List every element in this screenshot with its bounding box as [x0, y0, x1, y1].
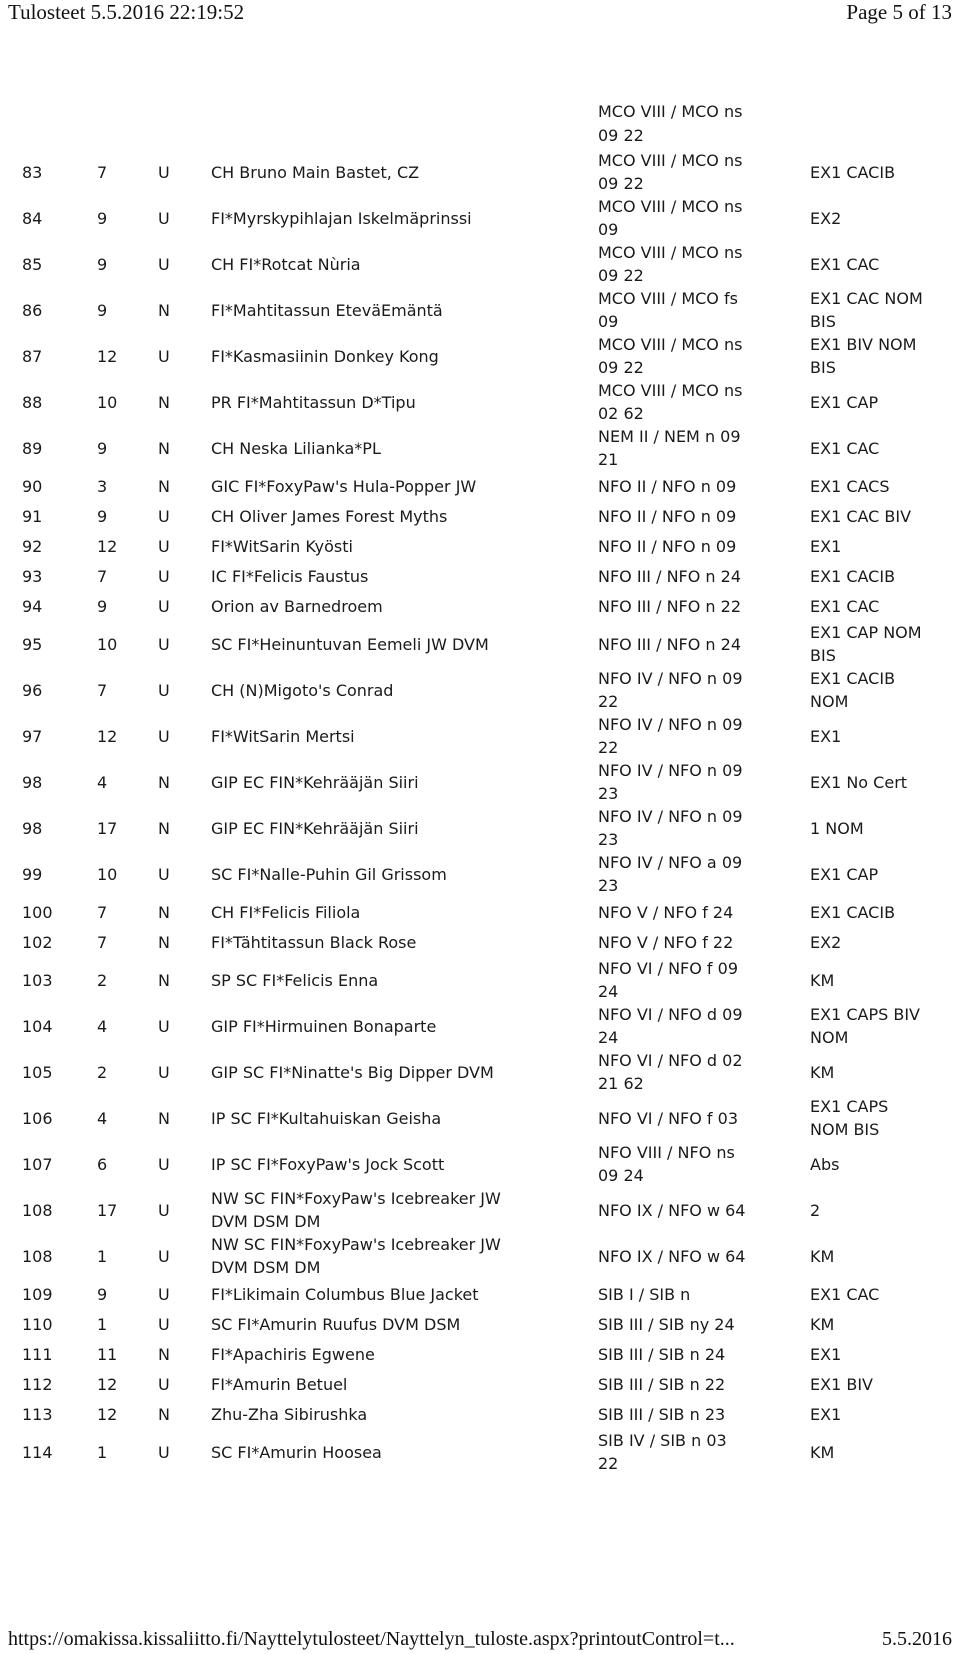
- result: 2: [810, 1200, 821, 1220]
- result: EX1 CAC BIV: [810, 506, 912, 526]
- result: EX1: [810, 726, 842, 746]
- cat-name: Zhu-Zha Sibirushka: [211, 1404, 368, 1424]
- age-months: 12: [97, 536, 118, 556]
- class-ems: NFO IV / NFO a 09 23: [598, 853, 743, 895]
- table-row: [0, 471, 960, 501]
- entry-number: 108: [22, 1200, 53, 1220]
- table-row: [0, 531, 960, 561]
- result: EX2: [810, 932, 842, 952]
- age-months: 6: [97, 1154, 108, 1174]
- result: EX1 CACS: [810, 476, 890, 496]
- table-row: [0, 1309, 960, 1339]
- class-ems: SIB III / SIB n 23: [598, 1404, 726, 1424]
- class-ems: NFO VIII / NFO ns 09 24: [598, 1143, 735, 1185]
- age-months: 7: [97, 902, 108, 922]
- entry-number: 113: [22, 1404, 53, 1424]
- cat-name: CH (N)Migoto's Conrad: [211, 680, 394, 700]
- age-months: 2: [97, 970, 108, 990]
- page-header: [0, 0, 960, 26]
- sex: N: [158, 932, 170, 952]
- class-ems: NFO IX / NFO w 64: [598, 1246, 746, 1266]
- table-row: [0, 1233, 960, 1279]
- result: EX1 CAP: [810, 392, 879, 412]
- cat-name: FI*WitSarin Kyösti: [211, 536, 353, 556]
- sex: N: [158, 476, 170, 496]
- sex: U: [158, 1200, 170, 1220]
- table-row: [0, 621, 960, 667]
- age-months: 10: [97, 392, 118, 412]
- table-row: [0, 805, 960, 851]
- age-months: 9: [97, 254, 108, 274]
- sex: U: [158, 566, 170, 586]
- table-row: [0, 667, 960, 713]
- cat-name: SP SC FI*Felicis Enna: [211, 970, 379, 990]
- entry-number: 97: [22, 726, 43, 746]
- class-ems: NFO IV / NFO n 09 23: [598, 807, 743, 849]
- age-months: 9: [97, 438, 108, 458]
- cat-name: GIP EC FIN*Kehrääjän Siiri: [211, 772, 419, 792]
- entry-number: 84: [22, 208, 43, 228]
- class-ems: SIB IV / SIB n 03 22: [598, 1431, 727, 1473]
- sex: U: [158, 864, 170, 884]
- cat-name: FI*Likimain Columbus Blue Jacket: [211, 1284, 479, 1304]
- age-months: 4: [97, 1016, 108, 1036]
- entry-number: 85: [22, 254, 43, 274]
- cat-name: FI*Amurin Betuel: [211, 1374, 348, 1394]
- cat-name: GIP SC FI*Ninatte's Big Dipper DVM: [211, 1062, 494, 1082]
- cat-name: SC FI*Amurin Ruufus DVM DSM: [211, 1314, 461, 1334]
- entry-number: 100: [22, 902, 53, 922]
- age-months: 9: [97, 1284, 108, 1304]
- table-row: [0, 897, 960, 927]
- cat-name: IP SC FI*FoxyPaw's Jock Scott: [211, 1154, 445, 1174]
- result: EX1 CAC: [810, 596, 880, 616]
- class-ems: NFO III / NFO n 22: [598, 596, 742, 616]
- entry-number: 103: [22, 970, 53, 990]
- sex: U: [158, 1062, 170, 1082]
- class-ems: NFO II / NFO n 09: [598, 536, 737, 556]
- class-ems: NFO IV / NFO n 09 23: [598, 761, 743, 803]
- result: EX1: [810, 1344, 842, 1364]
- result: EX1 BIV NOM BIS: [810, 335, 917, 377]
- entry-number: 102: [22, 932, 53, 952]
- age-months: 7: [97, 680, 108, 700]
- result: EX1 CAPS NOM BIS: [810, 1097, 889, 1139]
- entry-number: 98: [22, 772, 43, 792]
- table-row: [0, 1003, 960, 1049]
- result: EX1 No Cert: [810, 772, 908, 792]
- result: Abs: [810, 1154, 840, 1174]
- cat-name: SC FI*Heinuntuvan Eemeli JW DVM: [211, 634, 489, 654]
- class-ems: NFO IX / NFO w 64: [598, 1200, 746, 1220]
- age-months: 3: [97, 476, 108, 496]
- age-months: 4: [97, 1108, 108, 1128]
- table-row: [0, 591, 960, 621]
- class-ems: NFO V / NFO f 22: [598, 932, 734, 952]
- age-months: 1: [97, 1442, 108, 1462]
- class-ems: NFO VI / NFO d 02 21 62: [598, 1051, 743, 1093]
- age-months: 9: [97, 506, 108, 526]
- class-ems: NFO III / NFO n 24: [598, 634, 742, 654]
- result: EX1 CAC NOM BIS: [810, 289, 923, 331]
- class-ems: MCO VIII / MCO ns 09 22: [598, 335, 743, 377]
- class-ems: NFO IV / NFO n 09 22: [598, 715, 743, 757]
- sex: U: [158, 162, 170, 182]
- age-months: 4: [97, 772, 108, 792]
- table-row: [0, 1339, 960, 1369]
- cat-name: CH Bruno Main Bastet, CZ: [211, 162, 420, 182]
- sex: N: [158, 1404, 170, 1424]
- class-ems: SIB III / SIB ny 24: [598, 1314, 735, 1334]
- entry-number: 88: [22, 392, 43, 412]
- age-months: 1: [97, 1314, 108, 1334]
- sex: U: [158, 346, 170, 366]
- table-row: [0, 1429, 960, 1475]
- result: 1 NOM: [810, 818, 864, 838]
- entry-number: 99: [22, 864, 43, 884]
- table-row: [0, 195, 960, 241]
- table-row: [0, 1187, 960, 1233]
- entry-number: 104: [22, 1016, 53, 1036]
- class-ems: SIB I / SIB n: [598, 1284, 691, 1304]
- age-months: 2: [97, 1062, 108, 1082]
- sex: U: [158, 726, 170, 746]
- table-row: [0, 1369, 960, 1399]
- result: EX1 BIV: [810, 1374, 873, 1394]
- age-months: 10: [97, 864, 118, 884]
- cat-name: IC FI*Felicis Faustus: [211, 566, 369, 586]
- age-months: 1: [97, 1246, 108, 1266]
- entry-number: 92: [22, 536, 43, 556]
- sex: U: [158, 1314, 170, 1334]
- cat-name: FI*Mahtitassun EteväEmäntä: [211, 300, 443, 320]
- entry-number: 91: [22, 506, 43, 526]
- entry-number: 109: [22, 1284, 53, 1304]
- print-timestamp: Tulosteet 5.5.2016 22:19:52: [8, 0, 245, 24]
- sex: U: [158, 1374, 170, 1394]
- result: KM: [810, 1442, 835, 1462]
- cat-name: PR FI*Mahtitassun D*Tipu: [211, 392, 416, 412]
- continued-class-cell: MCO VIII / MCO ns 09 22: [598, 102, 743, 145]
- cat-name: CH Oliver James Forest Myths: [211, 506, 448, 526]
- sex: N: [158, 970, 170, 990]
- entry-number: 105: [22, 1062, 53, 1082]
- class-ems: NFO III / NFO n 24: [598, 566, 742, 586]
- table-row: [0, 561, 960, 591]
- age-months: 9: [97, 208, 108, 228]
- sex: N: [158, 1344, 170, 1364]
- class-ems: MCO VIII / MCO ns 09 22: [598, 243, 743, 285]
- sex: N: [158, 818, 170, 838]
- sex: U: [158, 1016, 170, 1036]
- table-row: [0, 379, 960, 425]
- sex: U: [158, 208, 170, 228]
- cat-name: SC FI*Nalle-Puhin Gil Grissom: [211, 864, 447, 884]
- class-ems: MCO VIII / MCO ns 09 22: [598, 151, 743, 193]
- sex: U: [158, 680, 170, 700]
- result: EX1 CAPS BIV NOM: [810, 1005, 920, 1047]
- class-ems: NFO IV / NFO n 09 22: [598, 669, 743, 711]
- page-number: Page 5 of 13: [846, 0, 952, 24]
- result: EX2: [810, 208, 842, 228]
- age-months: 7: [97, 932, 108, 952]
- sex: U: [158, 596, 170, 616]
- age-months: 17: [97, 1200, 118, 1220]
- table-row: [0, 1279, 960, 1309]
- entry-number: 112: [22, 1374, 53, 1394]
- table-row: [0, 1095, 960, 1141]
- class-ems: SIB III / SIB n 22: [598, 1374, 726, 1394]
- age-months: 7: [97, 566, 108, 586]
- footer-url: https://omakissa.kissaliitto.fi/Nayttelytulosteet/Nayttelyn_tuloste.aspx?printoutControl=t...: [8, 1628, 735, 1650]
- class-ems: NFO II / NFO n 09: [598, 476, 737, 496]
- class-ems: SIB III / SIB n 24: [598, 1344, 726, 1364]
- table-row: [0, 287, 960, 333]
- age-months: 9: [97, 596, 108, 616]
- cat-name: NW SC FIN*FoxyPaw's Icebreaker JW DVM DSM DM: [211, 1235, 501, 1277]
- entry-number: 111: [22, 1344, 53, 1364]
- age-months: 12: [97, 726, 118, 746]
- cat-name: FI*WitSarin Mertsi: [211, 726, 355, 746]
- result: KM: [810, 1314, 835, 1334]
- entry-number: 98: [22, 818, 43, 838]
- entry-number: 90: [22, 476, 43, 496]
- table-row: [0, 713, 960, 759]
- age-months: 11: [97, 1344, 118, 1364]
- cat-name: FI*Myrskypihlajan Iskelmäprinssi: [211, 208, 472, 228]
- sex: U: [158, 634, 170, 654]
- cat-name: CH FI*Rotcat Nùria: [211, 254, 361, 274]
- sex: U: [158, 536, 170, 556]
- cat-name: CH FI*Felicis Filiola: [211, 902, 361, 922]
- result: EX1 CACIB: [810, 902, 896, 922]
- table-row: [0, 957, 960, 1003]
- class-ems: NEM II / NEM n 09 21: [598, 427, 741, 469]
- table-row: [0, 851, 960, 897]
- entry-number: 114: [22, 1442, 53, 1462]
- sex: N: [158, 392, 170, 412]
- age-months: 12: [97, 1404, 118, 1424]
- sex: U: [158, 254, 170, 274]
- table-row: [0, 149, 960, 195]
- age-months: 10: [97, 634, 118, 654]
- age-months: 17: [97, 818, 118, 838]
- cat-name: NW SC FIN*FoxyPaw's Icebreaker JW DVM DSM DM: [211, 1189, 501, 1231]
- entry-number: 106: [22, 1108, 53, 1128]
- sex: U: [158, 1154, 170, 1174]
- entry-number: 83: [22, 162, 43, 182]
- cat-name: GIC FI*FoxyPaw's Hula-Popper JW: [211, 476, 477, 496]
- class-ems: NFO II / NFO n 09: [598, 506, 737, 526]
- footer-date: 5.5.2016: [882, 1628, 952, 1650]
- result: KM: [810, 970, 835, 990]
- cat-name: Orion av Barnedroem: [211, 596, 383, 616]
- age-months: 9: [97, 300, 108, 320]
- class-ems: MCO VIII / MCO ns 09: [598, 197, 743, 239]
- table-row: [0, 241, 960, 287]
- table-row: [0, 1399, 960, 1429]
- result: EX1 CACIB: [810, 162, 896, 182]
- result: EX1 CAP: [810, 864, 879, 884]
- class-ems: NFO VI / NFO f 03: [598, 1108, 739, 1128]
- sex: N: [158, 300, 170, 320]
- entry-number: 86: [22, 300, 43, 320]
- table-row: [0, 1141, 960, 1187]
- result: EX1 CAC: [810, 254, 880, 274]
- entry-number: 93: [22, 566, 43, 586]
- cat-name: IP SC FI*Kultahuiskan Geisha: [211, 1108, 442, 1128]
- entry-number: 89: [22, 438, 43, 458]
- result: EX1: [810, 1404, 842, 1424]
- class-ems: MCO VIII / MCO ns 02 62: [598, 381, 743, 423]
- entry-number: 87: [22, 346, 43, 366]
- cat-name: GIP EC FIN*Kehrääjän Siiri: [211, 818, 419, 838]
- result: EX1 CAC: [810, 438, 880, 458]
- cat-name: CH Neska Lilianka*PL: [211, 438, 381, 458]
- sex: N: [158, 902, 170, 922]
- class-ems: NFO VI / NFO f 09 24: [598, 959, 739, 1001]
- sex: N: [158, 438, 170, 458]
- class-ems: NFO V / NFO f 24: [598, 902, 734, 922]
- age-months: 12: [97, 346, 118, 366]
- table-row: [0, 425, 960, 471]
- result: EX1 CAC: [810, 1284, 880, 1304]
- cat-name: FI*Kasmasiinin Donkey Kong: [211, 346, 439, 366]
- class-ems: MCO VIII / MCO fs 09: [598, 289, 738, 331]
- table-row: [0, 1049, 960, 1095]
- result: EX1: [810, 536, 842, 556]
- entry-number: 96: [22, 680, 43, 700]
- sex: U: [158, 506, 170, 526]
- cat-name: SC FI*Amurin Hoosea: [211, 1442, 382, 1462]
- sex: N: [158, 772, 170, 792]
- class-ems: NFO VI / NFO d 09 24: [598, 1005, 743, 1047]
- sex: U: [158, 1246, 170, 1266]
- sex: U: [158, 1442, 170, 1462]
- sex: N: [158, 1108, 170, 1128]
- entry-number: 108: [22, 1246, 53, 1266]
- result: EX1 CACIB NOM: [810, 669, 896, 711]
- result: EX1 CAP NOM BIS: [810, 623, 922, 665]
- entry-number: 110: [22, 1314, 53, 1334]
- entry-number: 107: [22, 1154, 53, 1174]
- table-row: [0, 333, 960, 379]
- entry-number: 95: [22, 634, 43, 654]
- result: KM: [810, 1246, 835, 1266]
- entry-number: 94: [22, 596, 43, 616]
- result: EX1 CACIB: [810, 566, 896, 586]
- table-row: [0, 759, 960, 805]
- cat-name: FI*Tähtitassun Black Rose: [211, 932, 417, 952]
- page-footer: [0, 1626, 960, 1652]
- age-months: 7: [97, 162, 108, 182]
- cat-name: FI*Apachiris Egwene: [211, 1344, 375, 1364]
- age-months: 12: [97, 1374, 118, 1394]
- table-row: [0, 501, 960, 531]
- sex: U: [158, 1284, 170, 1304]
- result: KM: [810, 1062, 835, 1082]
- cat-name: GIP FI*Hirmuinen Bonaparte: [211, 1016, 437, 1036]
- table-row: [0, 927, 960, 957]
